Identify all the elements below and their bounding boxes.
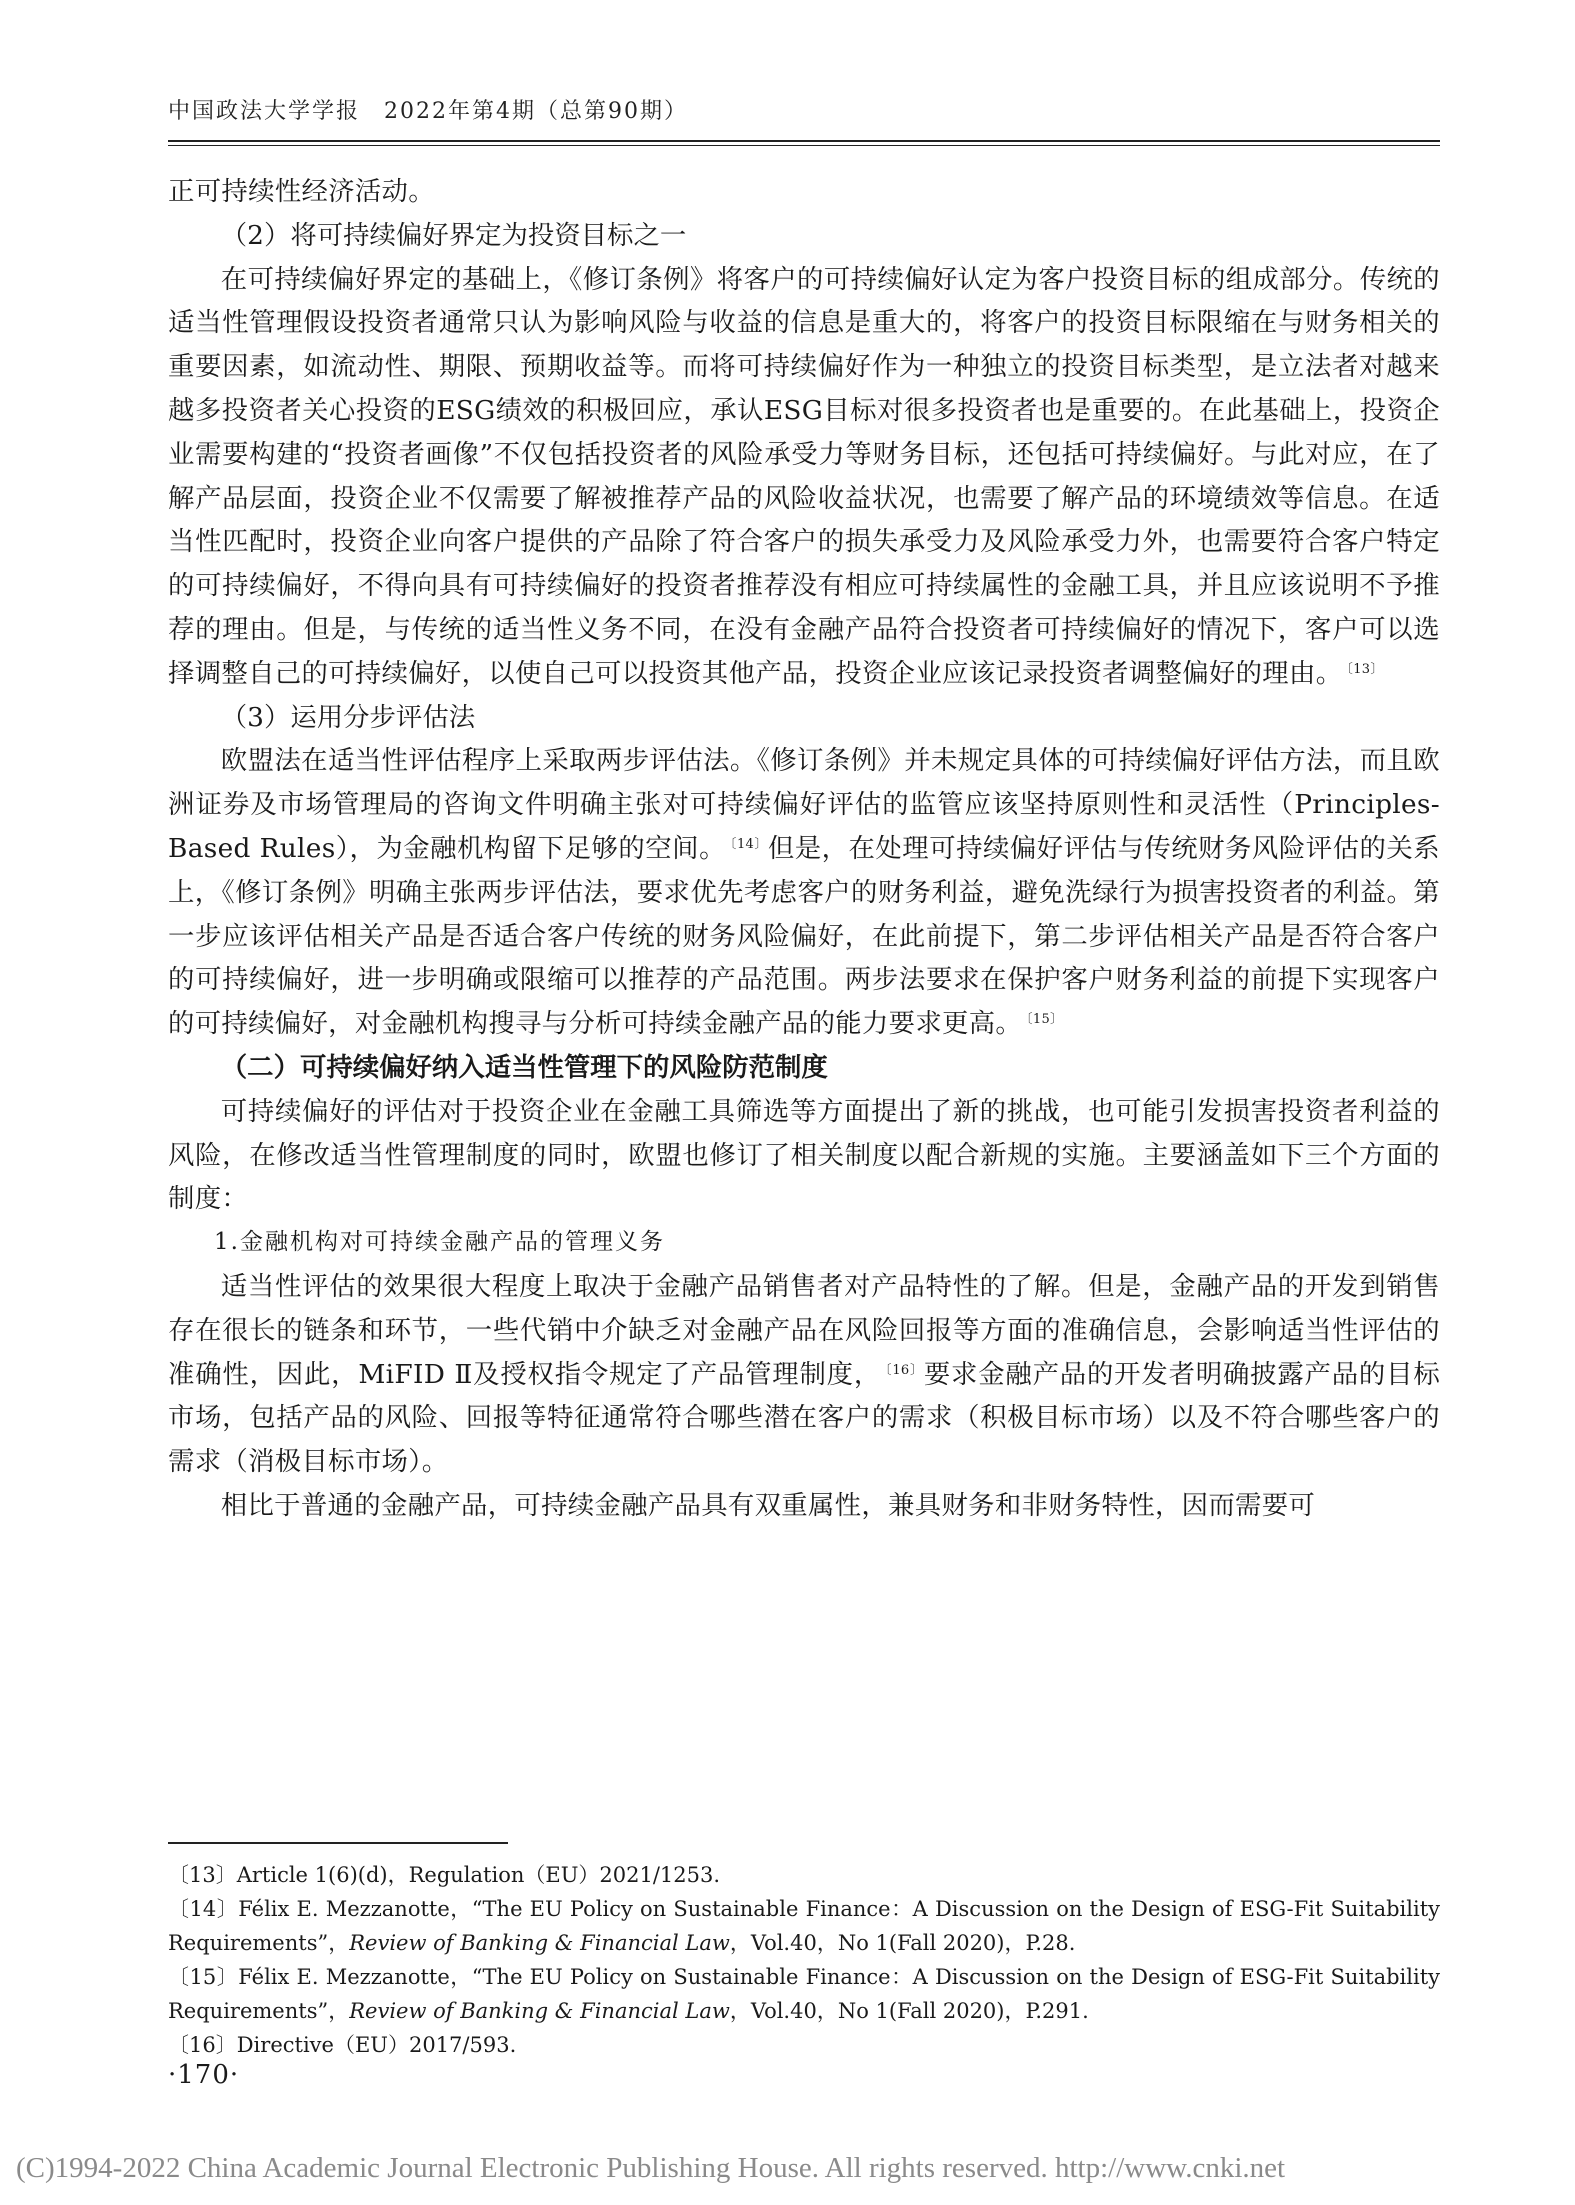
- paragraph: 相比于普通的金融产品，可持续金融产品具有双重属性，兼具财务和非财务特性，因而需要可: [220, 1489, 1316, 1521]
- paragraph-text: 但是，在处理可持续偏好评估与传统财务风险评估的关系上，《修订条例》明确主张两步评估法，要求优先考虑客户的财务利益，避免洗绿行为损害投资者的利益。第一步应该评估相关产品是否适合客户传统的财务风险偏好，在此前提下，第二步评估相关产品是否符合客户的可持续偏好，进一步明确或限缩可以推荐的产品范围。两步法要求在保护客户财务利益的前提下实现客户的可持续偏好，对金融机构搜寻与分析可持续金融产品的能力要求更高。: [168, 832, 1440, 1040]
- footnote-ref-15: 〔15〕: [1026, 1012, 1064, 1028]
- section-heading: （二）可持续偏好纳入适当性管理下的风险防范制度: [220, 1051, 828, 1083]
- footnote-16: 〔16〕Directive（EU）2017/593.: [168, 2033, 517, 2057]
- header-rule: [168, 140, 1440, 142]
- footnote-13: 〔13〕Article 1(6)(d)，Regulation（EU）2021/1253.: [168, 1863, 721, 1887]
- running-header: 中国政法大学学报 2022年第4期（总第90期）: [168, 99, 688, 124]
- paragraph: [168, 258, 1440, 696]
- paragraph: 可持续偏好的评估对于投资企业在金融工具筛选等方面提出了新的挑战，也可能引发损害投资者利益的风险，在修改适当性管理制度的同时，欧盟也修订了相关制度以配合新规的实施。主要涵盖如下三个方面的制度：: [168, 1095, 1440, 1215]
- footnote-rule: [168, 1842, 508, 1844]
- paragraph-text: 欧盟法在适当性评估程序上采取两步评估法。《修订条例》并未规定具体的可持续偏好评估方法，而且欧洲证券及市场管理局的咨询文件明确主张对可持续偏好评估的监管应该坚持原则性和灵活性（Principles-Based Rules），为金融机构留下足够的空间。: [168, 745, 1440, 864]
- page-number: ·170·: [168, 2060, 240, 2090]
- paragraph: [168, 739, 1440, 1046]
- footnote-ref-14: 〔14〕: [729, 836, 768, 852]
- journal-title: Review of Banking & Financial Law: [349, 1931, 730, 1955]
- paragraph-continued: 正可持续性经济活动。: [168, 176, 435, 207]
- paragraph-text: 要求金融产品的开发者明确披露产品的目标市场，包括产品的风险、回报等特征通常符合哪些潜在客户的需求（积极目标市场）以及不符合哪些客户的需求（消极目标市场）。: [168, 1358, 1441, 1478]
- footnote-14: [168, 1892, 1440, 1960]
- footnote-ref-13: 〔13〕: [1346, 661, 1384, 677]
- footnotes: [168, 1858, 1440, 2062]
- footnote-15: [168, 1960, 1440, 2028]
- footnote-text: 〔14〕Félix E. Mezzanotte，“The EU Policy on Sustainable Finance：A Discussion on the Design of ESG-Fit Suitability Requirements”，: [168, 1897, 1440, 1955]
- subheading-1: 1.金融机构对可持续金融产品的管理义务: [214, 1229, 665, 1256]
- footnote-text: ，Vol.40，No 1(Fall 2020)，P.291.: [729, 1999, 1089, 2023]
- footnote-text: 〔15〕Félix E. Mezzanotte，“The EU Policy on Sustainable Finance：A Discussion on the Design of ESG-Fit Suitability Requirements”，: [168, 1965, 1440, 2023]
- subheading-2: （2）将可持续偏好界定为投资目标之一: [220, 219, 687, 251]
- article-body: [168, 170, 1440, 1528]
- paragraph: [168, 1265, 1440, 1484]
- footnote-ref-16: 〔16〕: [885, 1362, 924, 1378]
- journal-title: Review of Banking & Financial Law: [349, 1999, 730, 2023]
- paragraph-text: 适当性评估的效果很大程度上取决于金融产品销售者对产品特性的了解。但是，金融产品的开发到销售存在很长的链条和环节，一些代销中介缺乏对金融产品在风险回报等方面的准确信息，会影响适当性评估的准确性，因此，MiFID Ⅱ及授权指令规定了产品管理制度，: [168, 1270, 1440, 1390]
- subheading-3: （3）运用分步评估法: [220, 701, 476, 733]
- copyright-notice: (C)1994-2022 China Academic Journal Electronic Publishing House. All rights reserved. http://www.cnki.net: [16, 2152, 1286, 2184]
- header-rule-thin: [168, 145, 1440, 146]
- footnote-text: ，Vol.40，No 1(Fall 2020)，P.28.: [729, 1931, 1076, 1955]
- paragraph-text: 在可持续偏好界定的基础上，《修订条例》将客户的可持续偏好认定为客户投资目标的组成部分。传统的适当性管理假设投资者通常只认为影响风险与收益的信息是重大的，将客户的投资目标限缩在与财务相关的重要因素，如流动性、期限、预期收益等。而将可持续偏好作为一种独立的投资目标类型，是立法者对越来越多投资者关心投资的ESG绩效的积极回应，承认ESG目标对很多投资者也是重要的。在此基础上，投资企业需要构建的“投资者画像”不仅包括投资者的风险承受力等财务目标，还包括可持续偏好。与此对应，在了解产品层面，投资企业不仅需要了解被推荐产品的风险收益状况，也需要了解产品的环境绩效等信息。在适当性匹配时，投资企业向客户提供的产品除了符合客户的损失承受力及风险承受力外，也需要符合客户特定的可持续偏好，不得向具有可持续偏好的投资者推荐没有相应可持续属性的金融工具，并且应该说明不予推荐的理由。但是，与传统的适当性义务不同，在没有金融产品符合投资者可持续偏好的情况下，客户可以选择调整自己的可持续偏好，以使自己可以投资其他产品，投资企业应该记录投资者调整偏好的理由。: [168, 263, 1440, 689]
